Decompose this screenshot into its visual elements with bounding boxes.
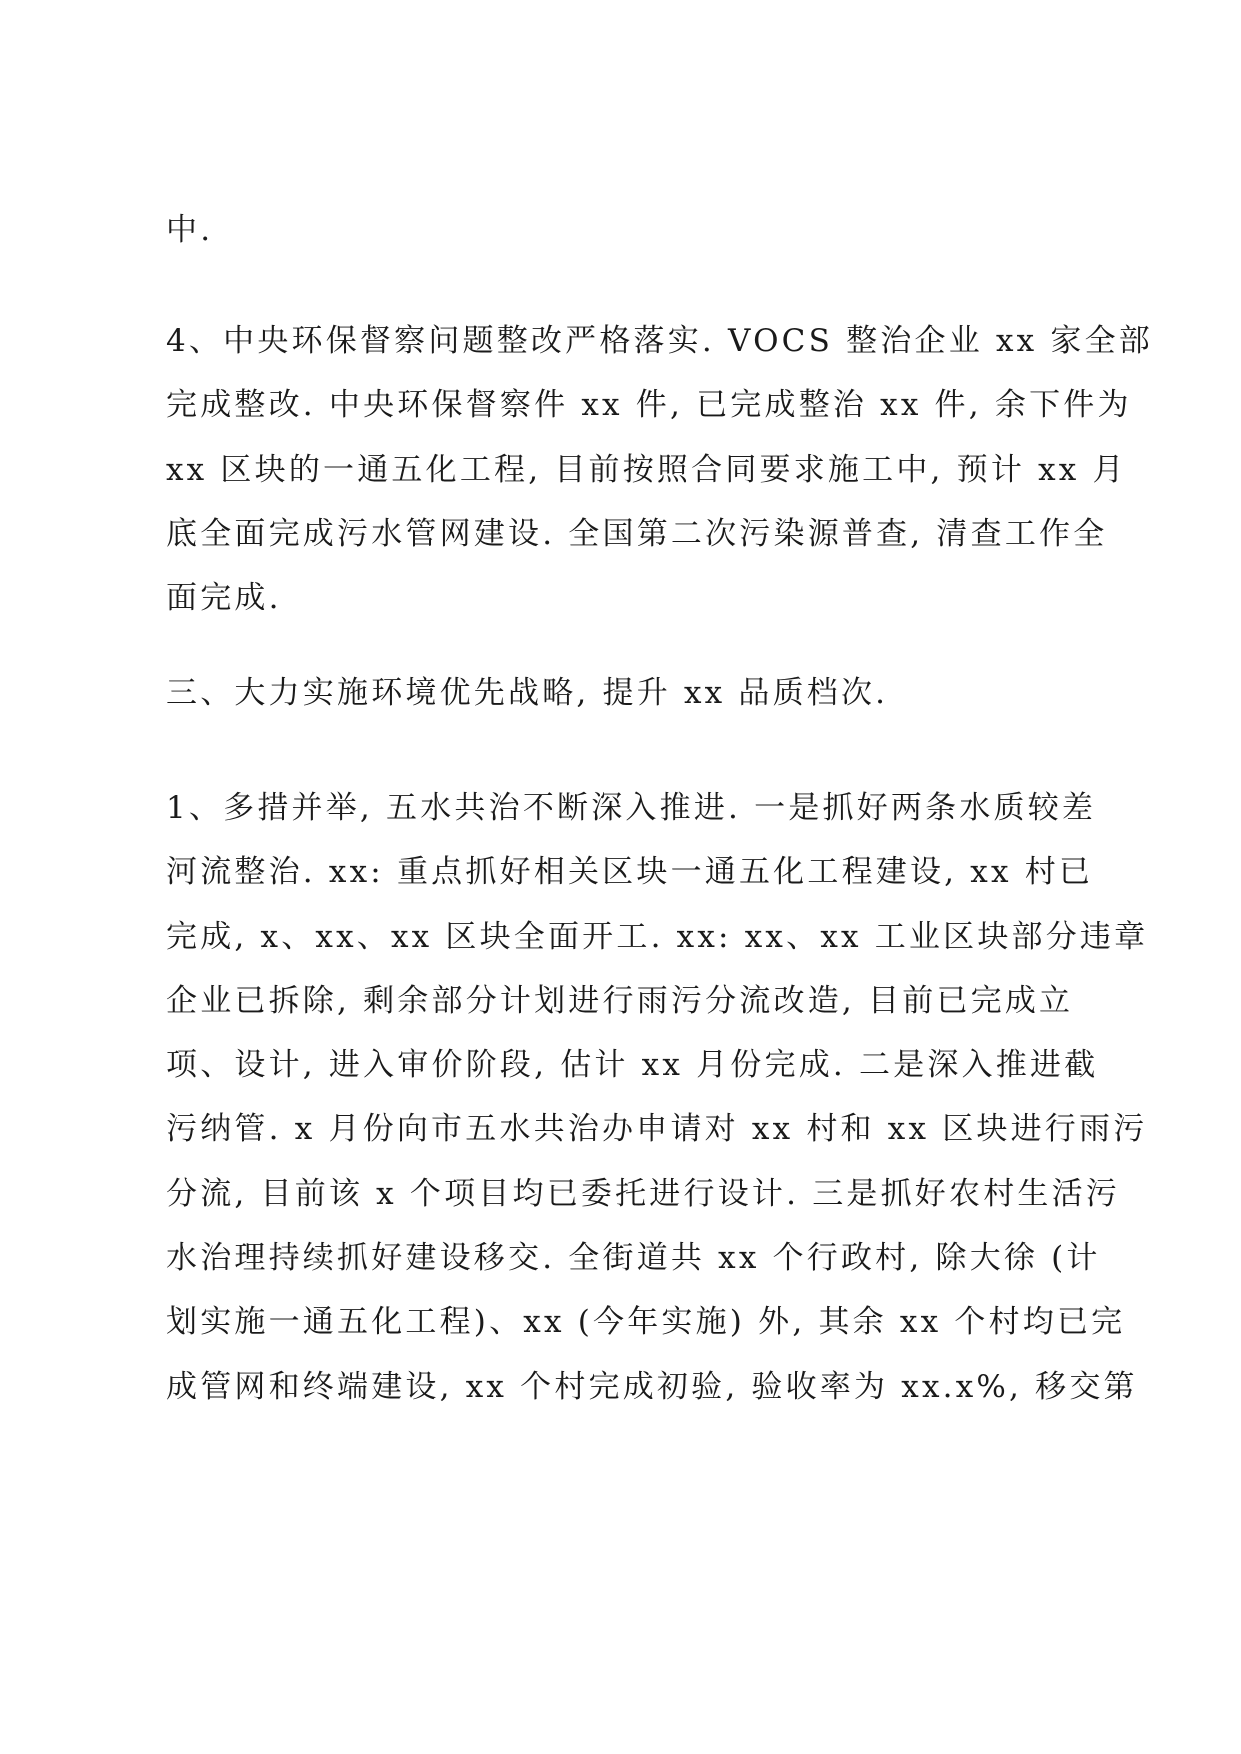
paragraph-line: 完成, x、xx、xx 区块全面开工. xx: xx、xx 工业区块部分违章 [166, 918, 1149, 955]
paragraph-line: 1、多措并举, 五水共治不断深入推进. 一是抓好两条水质较差 [166, 790, 1097, 826]
paragraph-line: 面完成. [166, 580, 282, 617]
paragraph-line: 成管网和终端建设, xx 个村完成初验, 验收率为 xx.x%, 移交第 [166, 1368, 1138, 1405]
paragraph-line: 底全面完成污水管网建设. 全国第二次污染源普查, 清查工作全 [166, 515, 1108, 552]
paragraph-line: xx 区块的一通五化工程, 目前按照合同要求施工中, 预计 xx 月 [166, 451, 1127, 488]
paragraph-line: 分流, 目前该 x 个项目均已委托进行设计. 三是抓好农村生活污 [166, 1175, 1121, 1212]
paragraph-line: 完成整改. 中央环保督察件 xx 件, 已完成整治 xx 件, 余下件为 [166, 387, 1132, 424]
paragraph-line: 划实施一通五化工程)、xx (今年实施) 外, 其余 xx 个村均已完 [166, 1304, 1126, 1341]
section-heading [166, 661, 1096, 725]
paragraph-line: 河流整治. xx: 重点抓好相关区块一通五化工程建设, xx 村已 [166, 854, 1094, 891]
section-heading-text: 三、大力实施环境优先战略, 提升 xx 品质档次. [166, 675, 889, 711]
paragraph-line: 污纳管. x 月份向市五水共治办申请对 xx 村和 xx 区块进行雨污 [166, 1111, 1148, 1148]
paragraph-item-1 [166, 776, 1149, 1419]
paragraph-line: 项、设计, 进入审价阶段, 估计 xx 月份完成. 二是深入推进截 [166, 1047, 1099, 1084]
paragraph-line: 水治理持续抓好建设移交. 全街道共 xx 个行政村, 除大徐 (计 [166, 1240, 1101, 1277]
paragraph-item-4 [166, 309, 1153, 630]
paragraph-line: 4、中央环保督察问题整改严格落实. VOCS 整治企业 xx 家全部 [166, 323, 1153, 359]
continued-paragraph [166, 198, 1096, 262]
paragraph-line: 中. [166, 212, 214, 248]
paragraph-line: 企业已拆除, 剩余部分计划进行雨污分流改造, 目前已完成立 [166, 982, 1074, 1019]
